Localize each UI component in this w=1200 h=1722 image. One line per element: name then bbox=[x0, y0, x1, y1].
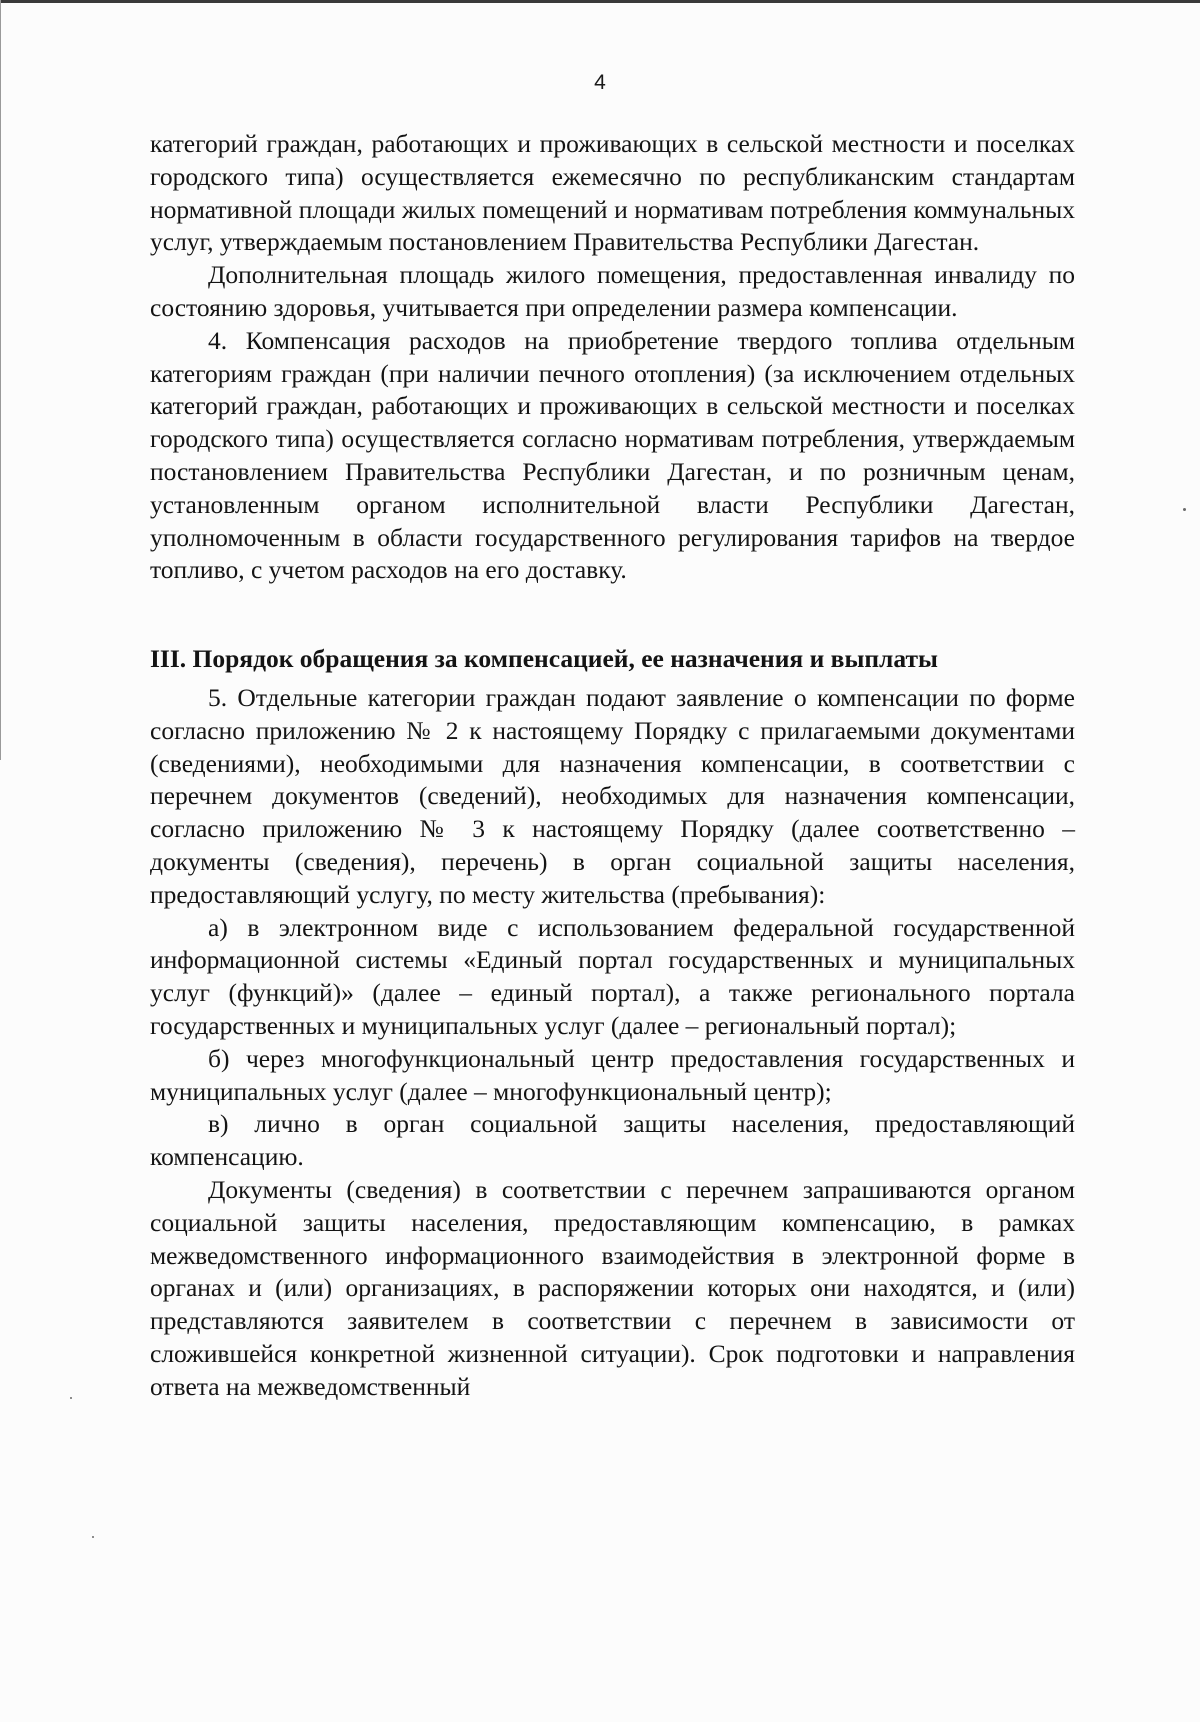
document-body bbox=[150, 128, 1075, 1403]
scan-speck bbox=[1183, 508, 1186, 511]
section-heading: III. Порядок обращения за компенсацией, ее назначения и выплаты bbox=[150, 644, 938, 674]
heading-spacer bbox=[150, 587, 1075, 643]
paragraph-additional-area: Дополнительная площадь жилого помещения, предоставленная инвалиду по состоянию здоровья, учитывается при определении размера компенсации. bbox=[150, 260, 1075, 322]
paragraph-documents: Документы (сведения) в соответствии с перечнем запрашиваются органом социальной защиты населения, предоставляющим компенсацию, в рамках межведомственного информационного взаимодействия в электронной форме в органах и (или) организациях, в распоряжении которых они находятся, и (или) представляются заявителем в соответствии с перечнем в зависимости от сложившейся конкретной жизненной ситуации). Срок подготовки и направления ответа на межведомственный bbox=[150, 1174, 1075, 1401]
paragraph-item-4: 4. Компенсация расходов на приобретение твердого топлива отдельным категориям граждан (при наличии печного отопления) (за исключением отдельных категорий граждан, работающих и проживающих в сельской местности и поселках городского типа) осуществляется согласно нормативам потребления, утверждаемым постановлением Правительства Республики Дагестан, и по розничным ценам, установленным органом исполнительной власти Республики Дагестан, уполномоченным в области государственного регулирования тарифов на твердое топливо, с учетом расходов на его доставку. bbox=[150, 325, 1075, 585]
scan-left-border bbox=[0, 0, 1, 760]
scan-speck bbox=[70, 1397, 72, 1399]
scan-top-border bbox=[0, 0, 1200, 3]
list-item-a: а) в электронном виде с использованием федеральной государственной информационной системы «Единый портал государственных и муниципальных услуг (функций)» (далее – единый портал), а также регионального портала государственных и муниципальных услуг (далее – региональный портал); bbox=[150, 912, 1075, 1040]
list-item-v: в) лично в орган социальной защиты населения, предоставляющий компенсацию. bbox=[150, 1109, 1075, 1172]
paragraph-item-5: 5. Отдельные категории граждан подают заявление о компенсации по форме согласно приложению № 2 к настоящему Порядку с прилагаемыми документами (сведениями), необходимыми для назначения компенсации, в соответствии с перечнем документов (сведений), необходимых для назначения компенсации, согласно приложению № 3 к настоящему Порядку (далее соответственно – документы (сведения), перечень) в орган социальной защиты населения, предоставляющий услугу, по месту жительства (пребывания): bbox=[150, 682, 1075, 909]
list-item-b: б) через многофункциональный центр предоставления государственных и муниципальных услуг (далее – многофункциональный центр); bbox=[150, 1043, 1075, 1106]
paragraph-continuation: категорий граждан, работающих и проживающих в сельской местности и поселках городского типа) осуществляется ежемесячно по республиканским стандартам нормативной площади жилых помещений и нормативам потребления коммунальных услуг, утверждаемым постановлением Правительства Республики Дагестан. bbox=[150, 129, 1075, 257]
page-number: 4 bbox=[594, 71, 606, 94]
scan-speck bbox=[92, 1536, 94, 1538]
